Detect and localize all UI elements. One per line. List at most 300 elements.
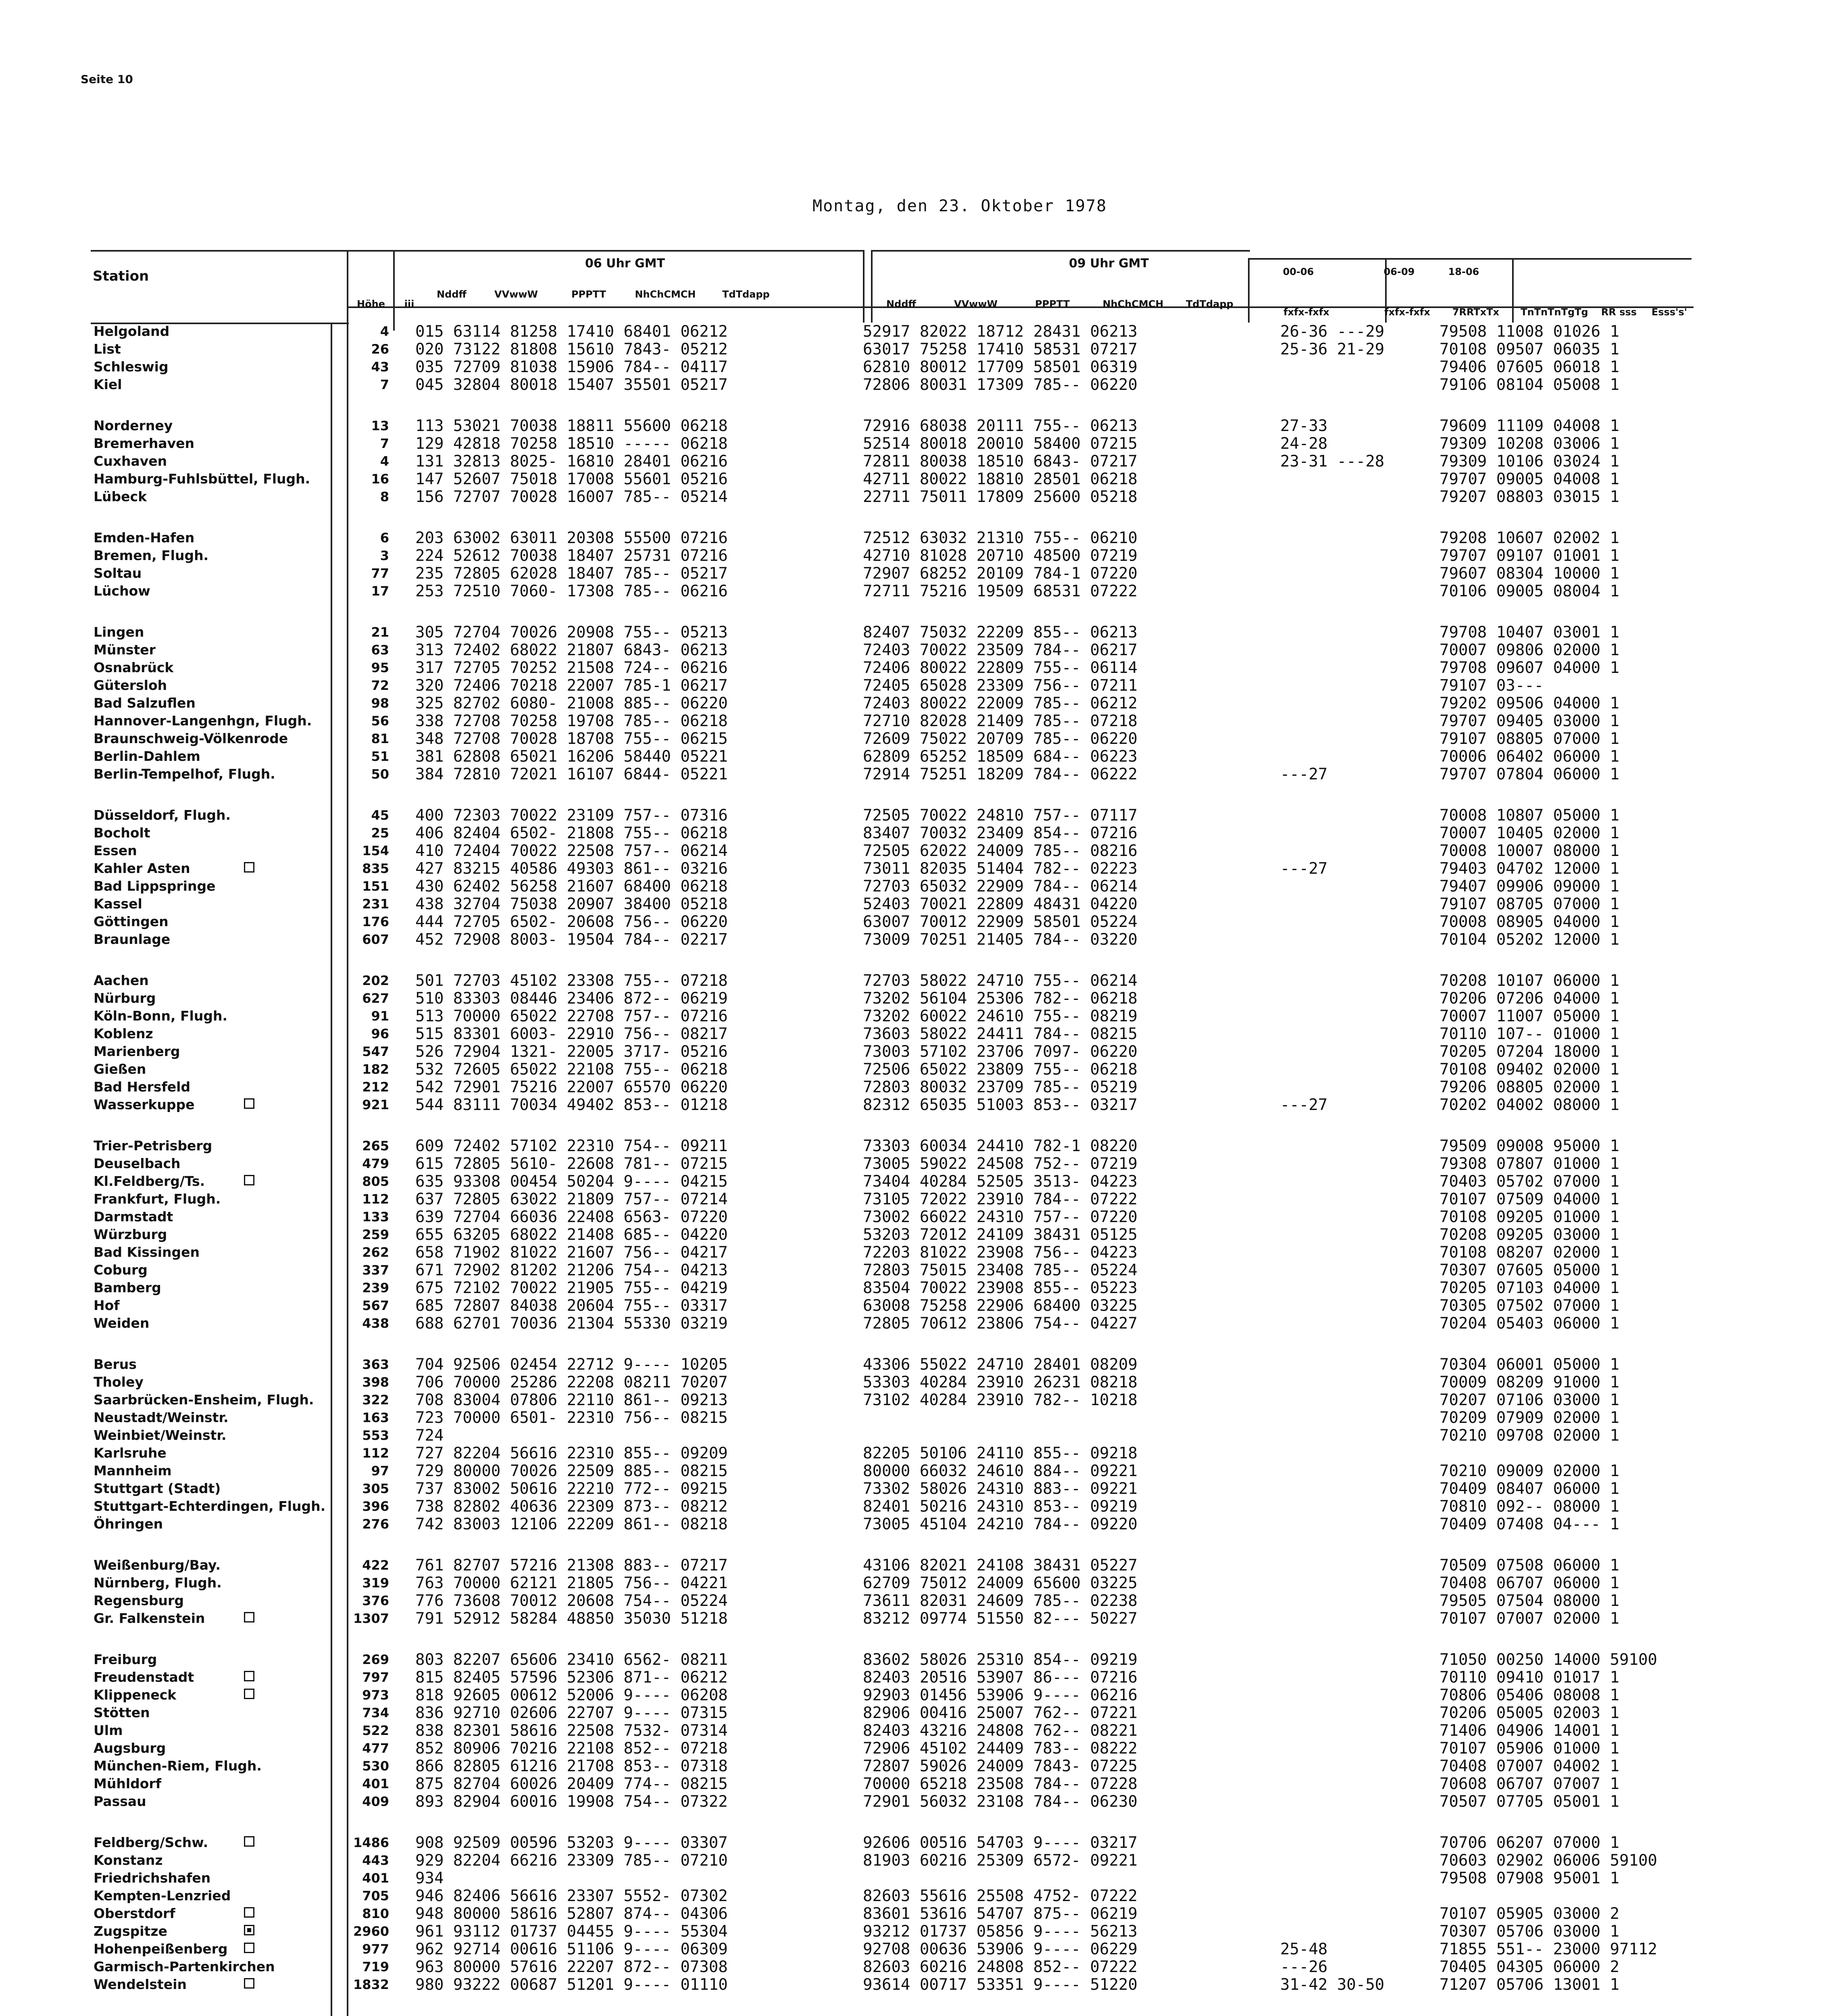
station-elevation: 45	[371, 808, 389, 823]
obs-09-values: 63007 70012 22909 58501 05224	[863, 913, 1137, 931]
obs-06-values: 704 92506 02454 22712 9---- 10205	[415, 1356, 728, 1374]
station-elevation: 396	[362, 1499, 389, 1514]
station-name: Stuttgart-Echterdingen, Flugh.	[94, 1498, 326, 1514]
station-name: Wasserkuppe	[94, 1097, 195, 1112]
obs-09-values: 72805 70612 23806 754-- 04227	[863, 1314, 1137, 1333]
climate-values: 70409 08407 06000 1	[1439, 1480, 1620, 1498]
station-elevation: 72	[371, 678, 389, 693]
max-wind-values: 27-33	[1280, 417, 1328, 435]
fxfx-06-header: fxfx-fxfx	[1384, 306, 1430, 318]
station-elevation: 734	[362, 1705, 389, 1720]
station-name: Feldberg/Schw.	[94, 1835, 208, 1850]
station-elevation: 7	[380, 377, 389, 392]
station-name: Bad Hersfeld	[94, 1079, 191, 1095]
climate-values: 79107 03---	[1439, 677, 1544, 695]
obs-06-values: 430 62402 56258 21607 68400 06218	[415, 877, 728, 896]
station-elevation: 409	[362, 1794, 389, 1809]
obs-09-values: 73202 56104 25306 782-- 06218	[863, 989, 1137, 1008]
station-elevation: 43	[371, 359, 389, 375]
station-name: Kempten-Lenzried	[94, 1888, 231, 1904]
station-elevation: 530	[362, 1758, 389, 1774]
station-name: Hamburg-Fuhlsbüttel, Flugh.	[94, 471, 310, 487]
station-name: Soltau	[94, 565, 142, 581]
station-name: Bamberg	[94, 1280, 161, 1295]
obs-06-values: 737 83002 50616 22210 772-- 09215	[415, 1480, 728, 1498]
rr-sss-header: RR sss	[1601, 306, 1637, 318]
iii-header: iii	[404, 298, 415, 310]
obs-06-values: 980 93222 00687 51201 9---- 01110	[415, 1976, 728, 1994]
obs-09-values: 92708 00636 53906 9---- 06229	[863, 1940, 1137, 1958]
climate-values: 79206 08805 02000 1	[1439, 1078, 1620, 1096]
obs-09-values: 72703 65032 22909 784-- 06214	[863, 877, 1137, 896]
station-elevation: 231	[362, 896, 389, 912]
obs-06-values: 325 82702 6080- 21008 885-- 06220	[415, 694, 728, 712]
climate-values: 79308 07807 01000 1	[1439, 1155, 1620, 1173]
station-name: Weinbiet/Weinstr.	[94, 1427, 227, 1443]
climate-values: 70209 07909 02000 1	[1439, 1409, 1620, 1427]
obs-06-values: 727 82204 56616 22310 855-- 09209	[415, 1444, 728, 1462]
station-name: Helgoland	[94, 323, 170, 339]
station-name: Kahler Asten	[94, 860, 190, 876]
obs-09-values: 72803 80032 23709 785-- 05219	[863, 1078, 1137, 1096]
station-elevation: 25	[371, 825, 389, 841]
climate-values: 70205 07103 04000 1	[1439, 1279, 1620, 1297]
obs-06-values: 962 92714 00616 51106 9---- 06309	[415, 1940, 728, 1958]
station-elevation: 522	[362, 1723, 389, 1738]
obs-09-values: 72505 70022 24810 757-- 07117	[863, 806, 1137, 825]
obs-06-values: 961 93112 01737 04455 9---- 55304	[415, 1922, 728, 1941]
obs-09-values: 92606 00516 54703 9---- 03217	[863, 1834, 1137, 1852]
station-name: Freiburg	[94, 1652, 157, 1667]
rule	[347, 250, 863, 252]
obs-06-values: 742 83003 12106 22209 861-- 08218	[415, 1515, 728, 1533]
obs-06-values: 384 72810 72021 16107 6844- 05221	[415, 765, 728, 783]
station-elevation: 705	[362, 1888, 389, 1904]
obs-09-values: 72505 62022 24009 785-- 08216	[863, 842, 1137, 860]
mountain-station-marker-icon	[244, 1836, 254, 1847]
mountain-station-marker-icon	[244, 1978, 254, 1989]
station-elevation: 553	[362, 1428, 389, 1443]
station-elevation: 81	[371, 731, 389, 746]
station-elevation: 133	[362, 1209, 389, 1225]
obs-09-values: 82312 65035 51003 853-- 03217	[863, 1096, 1137, 1114]
climate-values: 70206 07206 04000 1	[1439, 989, 1620, 1008]
esss-header: Esss's'	[1651, 306, 1687, 318]
obs-06-values: 542 72901 75216 22007 65570 06220	[415, 1078, 728, 1096]
obs-09-values: 73105 72022 23910 784-- 07222	[863, 1190, 1137, 1208]
climate-values: 70305 07502 07000 1	[1439, 1297, 1620, 1315]
climate-values: 70108 09205 01000 1	[1439, 1208, 1620, 1226]
station-elevation: 269	[362, 1652, 389, 1667]
station-name: Lübeck	[94, 489, 147, 504]
station-elevation: 1307	[353, 1611, 389, 1626]
station-name: Stuttgart (Stadt)	[94, 1481, 221, 1496]
obs-09-values: 53203 72012 24109 38431 05125	[863, 1226, 1137, 1244]
station-name: Hannover-Langenhgn, Flugh.	[94, 713, 312, 729]
climate-values: 79707 09005 04008 1	[1439, 470, 1620, 488]
obs-09-values: 73611 82031 24609 785-- 02238	[863, 1592, 1137, 1610]
obs-06-values: 317 72705 70252 21508 724-- 06216	[415, 659, 728, 677]
obs-09-values: 22711 75011 17809 25600 05218	[863, 488, 1137, 506]
climate-values: 70208 09205 03000 1	[1439, 1226, 1620, 1244]
obs-09-values: 72914 75251 18209 784-- 06222	[863, 765, 1137, 783]
station-elevation: 398	[362, 1375, 389, 1390]
station-elevation: 2960	[353, 1924, 389, 1939]
obs-06-values: 305 72704 70026 20908 755-- 05213	[415, 623, 728, 641]
obs-09-values: 82401 50216 24310 853-- 09219	[863, 1497, 1137, 1516]
obs-09-values: 52917 82022 18712 28431 06213	[863, 323, 1137, 341]
obs-06-values: 526 72904 1321- 22005 3717- 05216	[415, 1043, 728, 1061]
station-name: Braunlage	[94, 931, 171, 947]
station-name: Köln-Bonn, Flugh.	[94, 1008, 227, 1024]
tn-header: TnTnTnTgTg	[1521, 306, 1588, 318]
station-name: Bad Kissingen	[94, 1244, 200, 1260]
station-elevation: 1832	[353, 1977, 389, 1992]
obs-06-values: 338 72708 70258 19708 785-- 06218	[415, 712, 728, 730]
obs-06-values: 893 82904 60016 19908 754-- 07322	[415, 1793, 728, 1811]
climate-values: 79707 07804 06000 1	[1439, 765, 1620, 783]
climate-values: 70307 05706 03000 1	[1439, 1922, 1620, 1941]
station-name: Koblenz	[94, 1026, 153, 1041]
climate-values: 79708 10407 03001 1	[1439, 623, 1620, 641]
station-elevation: 719	[362, 1959, 389, 1974]
climate-values: 70007 09806 02000 1	[1439, 641, 1620, 659]
station-name: Düsseldorf, Flugh.	[94, 807, 231, 823]
station-name: Bad Salzuflen	[94, 695, 196, 711]
obs-09-values: 62709 75012 24009 65600 03225	[863, 1574, 1137, 1592]
obs-06-values: 224 52612 70038 18407 25731 07216	[415, 547, 728, 565]
climate-values: 70108 08207 02000 1	[1439, 1243, 1620, 1262]
obs-06-values: 406 82404 6502- 21808 755-- 06218	[415, 824, 728, 842]
station-name: Kl.Feldberg/Ts.	[94, 1173, 205, 1189]
station-elevation: 163	[362, 1410, 389, 1425]
station-name: Norderney	[94, 418, 173, 433]
obs-09-values: 72710 82028 21409 785-- 07218	[863, 712, 1137, 730]
max-wind-values: 23-31 ---28	[1280, 452, 1385, 471]
obs-06-values: 655 63205 68022 21408 685-- 04220	[415, 1226, 728, 1244]
station-name: Lingen	[94, 624, 144, 640]
obs-06-values: 635 93308 00454 50204 9---- 04215	[415, 1173, 728, 1191]
column-rule	[1512, 258, 1514, 323]
obs-09-values: 82603 55616 25508 4752- 07222	[863, 1887, 1137, 1905]
station-name: Göttingen	[94, 914, 169, 929]
station-elevation: 51	[371, 749, 389, 764]
climate-values: 70108 09507 06035 1	[1439, 340, 1620, 358]
station-name: Nürburg	[94, 990, 156, 1006]
climate-values: 79609 11109 04008 1	[1439, 417, 1620, 435]
station-name: Hohenpeißenberg	[94, 1941, 228, 1957]
station-name: Marienberg	[94, 1043, 180, 1059]
obs-06-values: 836 92710 02606 22707 9---- 07315	[415, 1704, 728, 1722]
station-elevation: 337	[362, 1262, 389, 1278]
climate-values: 70107 07007 02000 1	[1439, 1610, 1620, 1628]
station-name: Neustadt/Weinstr.	[94, 1410, 229, 1425]
station-name: Osnabrück	[94, 660, 174, 675]
obs-06-values: 637 72805 63022 21809 757-- 07214	[415, 1190, 728, 1208]
station-elevation: 810	[362, 1906, 389, 1921]
station-name: Frankfurt, Flugh.	[94, 1191, 221, 1207]
station-name: Konstanz	[94, 1852, 163, 1868]
obs-09-values: 82906 00416 25007 762-- 07221	[863, 1704, 1137, 1722]
mountain-station-marker-icon	[244, 1907, 254, 1918]
station-name: Wendelstein	[94, 1976, 187, 1992]
obs-06-values: 320 72406 70218 22007 785-1 06217	[415, 677, 728, 695]
range-00-06-header: 00-06	[1283, 266, 1314, 277]
ppptt-09-header: PPPTT	[1035, 298, 1070, 310]
climate-values: 70210 09009 02000 1	[1439, 1462, 1620, 1480]
climate-values: 70408 07007 04002 1	[1439, 1757, 1620, 1775]
climate-values: 70204 05403 06000 1	[1439, 1314, 1620, 1333]
obs-06-values: 515 83301 6003- 22910 756-- 08217	[415, 1025, 728, 1043]
station-elevation: 3	[380, 548, 389, 563]
mountain-station-marker-icon	[244, 1943, 254, 1953]
climate-values: 70110 09410 01017 1	[1439, 1668, 1620, 1687]
climate-values: 79407 09906 09000 1	[1439, 877, 1620, 896]
station-name: List	[94, 341, 121, 357]
obs-09-values: 82403 20516 53907 86--- 07216	[863, 1668, 1137, 1687]
obs-09-values: 82407 75032 22209 855-- 06213	[863, 623, 1137, 641]
station-name: Emden-Hafen	[94, 530, 195, 546]
station-elevation: 112	[362, 1445, 389, 1461]
clouds-06-header: NhChCMCH	[635, 289, 696, 300]
station-elevation: 56	[371, 713, 389, 729]
climate-values: 70509 07508 06000 1	[1439, 1556, 1620, 1574]
station-name: Bremerhaven	[94, 435, 194, 451]
obs-09-values: 73302 58026 24310 883-- 09221	[863, 1480, 1137, 1498]
station-name: Stötten	[94, 1705, 150, 1720]
obs-09-values: 83504 70022 23908 855-- 05223	[863, 1279, 1137, 1297]
station-name: Berlin-Tempelhof, Flugh.	[94, 766, 275, 782]
obs-06-values: 156 72707 70028 16007 785-- 05214	[415, 488, 728, 506]
climate-values: 79309 10208 03006 1	[1439, 435, 1620, 453]
obs-06-values: 946 82406 56616 23307 5552- 07302	[415, 1887, 728, 1905]
obs-09-values: 83601 53616 54707 875-- 06219	[863, 1905, 1137, 1923]
obs-09-values: 72711 75216 19509 68531 07222	[863, 582, 1137, 600]
climate-values: 70008 10807 05000 1	[1439, 806, 1620, 825]
station-elevation: 154	[362, 843, 389, 858]
station-name: Passau	[94, 1793, 146, 1809]
mountain-station-marker-icon	[244, 1689, 254, 1699]
station-name: Mannheim	[94, 1463, 172, 1479]
station-name: Trier-Petrisberg	[94, 1138, 212, 1154]
climate-values: 70304 06001 05000 1	[1439, 1356, 1620, 1374]
obs-09-values: 83602 58026 25310 854-- 09219	[863, 1651, 1137, 1669]
climate-values: 70206 05005 02003 1	[1439, 1704, 1620, 1722]
group-09-header: 09 Uhr GMT	[1069, 256, 1149, 271]
station-name: Öhringen	[94, 1516, 163, 1532]
climate-values: 79202 09506 04000 1	[1439, 694, 1620, 712]
obs-09-values: 72811 80038 18510 6843- 07217	[863, 452, 1137, 471]
station-name: Berlin-Dahlem	[94, 748, 200, 764]
climate-values: 70507 07705 05001 1	[1439, 1793, 1620, 1811]
climate-values: 70208 10107 06000 1	[1439, 972, 1620, 990]
obs-06-values: 020 73122 81808 15610 7843- 05212	[415, 340, 728, 358]
obs-06-values: 131 32813 8025- 16810 28401 06216	[415, 452, 728, 471]
max-wind-values: 24-28	[1280, 435, 1328, 453]
climate-values: 70110 107-- 01000 1	[1439, 1025, 1620, 1043]
station-elevation: 63	[371, 642, 389, 658]
obs-06-values: 934	[415, 1869, 444, 1887]
rule	[1385, 258, 1692, 260]
station-elevation: 567	[362, 1298, 389, 1313]
station-header: Station	[93, 268, 149, 284]
mountain-station-marker-icon	[244, 1098, 254, 1109]
station-name: Weißenburg/Bay.	[94, 1557, 221, 1573]
climate-values: 70007 11007 05000 1	[1439, 1007, 1620, 1025]
obs-06-values: 035 72709 81038 15906 784-- 04117	[415, 358, 728, 376]
obs-09-values: 72405 65028 23309 756-- 07211	[863, 677, 1137, 695]
obs-06-values: 203 63002 63011 20308 55500 07216	[415, 529, 728, 547]
tdtd-06-header: TdTdapp	[722, 289, 770, 300]
obs-06-values: 838 82301 58616 22508 7532- 07314	[415, 1722, 728, 1740]
station-name: Bremen, Flugh.	[94, 548, 209, 563]
station-elevation: 305	[362, 1481, 389, 1496]
obs-09-values: 72403 70022 23509 784-- 06217	[863, 641, 1137, 659]
station-elevation: 607	[362, 932, 389, 947]
rule	[1248, 258, 1389, 260]
climate-values: 79107 08805 07000 1	[1439, 730, 1620, 748]
station-name: Braunschweig-Völkenrode	[94, 731, 288, 746]
station-elevation: 422	[362, 1558, 389, 1573]
max-wind-values: ---27	[1280, 860, 1328, 878]
climate-values: 70009 08209 91000 1	[1439, 1373, 1620, 1391]
obs-06-values: 427 83215 40586 49303 861-- 03216	[415, 860, 728, 878]
mountain-station-marker-icon	[244, 1612, 254, 1622]
obs-09-values: 83212 09774 51550 82--- 50227	[863, 1610, 1137, 1628]
obs-09-values: 93212 01737 05856 9---- 56213	[863, 1922, 1137, 1941]
station-elevation: 17	[371, 583, 389, 599]
obs-09-values: 42710 81028 20710 48500 07219	[863, 547, 1137, 565]
climate-values: 70810 092-- 08000 1	[1439, 1497, 1620, 1516]
obs-09-values: 93614 00717 53351 9---- 51220	[863, 1976, 1137, 1994]
obs-09-values: 72807 59026 24009 7843- 07225	[863, 1757, 1137, 1775]
station-elevation: 8	[380, 489, 389, 504]
station-elevation: 319	[362, 1575, 389, 1591]
station-elevation: 77	[371, 566, 389, 581]
obs-09-values: 73202 60022 24610 755-- 08219	[863, 1007, 1137, 1025]
climate-values: 71406 04906 14001 1	[1439, 1722, 1620, 1740]
obs-09-values: 73005 59022 24508 752-- 07219	[863, 1155, 1137, 1173]
station-name: Schleswig	[94, 359, 169, 375]
climate-values: 71207 05706 13001 1	[1439, 1976, 1620, 1994]
station-elevation: 443	[362, 1853, 389, 1868]
obs-06-values: 763 70000 62121 21805 756-- 04221	[415, 1574, 728, 1592]
max-wind-values: ---27	[1280, 765, 1328, 783]
station-name: Karlsruhe	[94, 1445, 167, 1461]
station-elevation: 921	[362, 1097, 389, 1112]
vvwww-09-header: VVwwW	[954, 298, 998, 310]
station-name: Gütersloh	[94, 677, 167, 693]
station-name: Kiel	[94, 377, 122, 392]
hoehe-header: Höhe	[357, 298, 385, 310]
obs-09-values: 72403 80022 22009 785-- 06212	[863, 694, 1137, 712]
climate-values: 71050 00250 14000 59100	[1439, 1651, 1658, 1669]
station-elevation: 835	[362, 861, 389, 876]
station-name: Garmisch-Partenkirchen	[94, 1959, 275, 1974]
mountain-station-filled-marker-icon	[244, 1925, 254, 1935]
obs-06-values: 738 82802 40636 22309 873-- 08212	[415, 1497, 728, 1516]
station-elevation: 98	[371, 696, 389, 711]
obs-06-values: 381 62808 65021 16206 58440 05221	[415, 748, 728, 766]
obs-09-values: 80000 66032 24610 884-- 09221	[863, 1462, 1137, 1480]
climate-values: 70403 05702 07000 1	[1439, 1173, 1620, 1191]
obs-09-values: 62810 80012 17709 58501 06319	[863, 358, 1137, 376]
station-name: Nürnberg, Flugh.	[94, 1575, 222, 1591]
obs-09-values: 42711 80022 18810 28501 06218	[863, 470, 1137, 488]
ppptt-06-header: PPPTT	[571, 289, 606, 300]
obs-06-values: 438 32704 75038 20907 38400 05218	[415, 895, 728, 913]
fxfx-00-header: fxfx-fxfx	[1283, 306, 1329, 318]
climate-values: 70008 10007 08000 1	[1439, 842, 1620, 860]
station-elevation: 112	[362, 1191, 389, 1207]
vvwww-06-header: VVwwW	[494, 289, 538, 300]
obs-06-values: 723 70000 6501- 22310 756-- 08215	[415, 1409, 728, 1427]
climate-values: 70608 06707 07007 1	[1439, 1775, 1620, 1793]
obs-06-values: 706 70000 25286 22208 08211 70207	[415, 1373, 728, 1391]
climate-values: 79403 04702 12000 1	[1439, 860, 1620, 878]
station-elevation: 21	[371, 625, 389, 640]
range-18-06-header: 18-06	[1448, 266, 1479, 277]
mountain-station-marker-icon	[244, 1671, 254, 1681]
station-name: Tholey	[94, 1374, 144, 1390]
obs-06-values: 452 72908 8003- 19504 784-- 02217	[415, 931, 728, 949]
obs-06-values: 708 83004 07806 22110 861-- 09213	[415, 1391, 728, 1409]
station-elevation: 6	[380, 530, 389, 546]
obs-06-values: 963 80000 57616 22207 872-- 07308	[415, 1958, 728, 1976]
climate-values: 70202 04002 08000 1	[1439, 1096, 1620, 1114]
climate-values: 70104 05202 12000 1	[1439, 931, 1620, 949]
climate-values: 70405 04305 06000 2	[1439, 1958, 1620, 1976]
obs-06-values: 791 52912 58284 48850 35030 51218	[415, 1610, 728, 1628]
station-name: Kassel	[94, 896, 142, 912]
climate-values: 79505 07504 08000 1	[1439, 1592, 1620, 1610]
climate-values: 79106 08104 05008 1	[1439, 376, 1620, 394]
climate-values: 70108 09402 02000 1	[1439, 1060, 1620, 1079]
obs-06-values: 501 72703 45102 23308 755-- 07218	[415, 972, 728, 990]
station-elevation: 212	[362, 1079, 389, 1095]
station-name: München-Riem, Flugh.	[94, 1758, 262, 1774]
station-name: Essen	[94, 843, 137, 858]
climate-values: 79508 07908 95001 1	[1439, 1869, 1620, 1887]
station-elevation: 4	[380, 324, 389, 339]
station-elevation: 276	[362, 1516, 389, 1532]
obs-06-values: 776 73608 70012 20608 754-- 05224	[415, 1592, 728, 1610]
obs-06-values: 348 72708 70028 18708 755-- 06215	[415, 730, 728, 748]
column-rule	[863, 250, 865, 323]
obs-09-values: 53303 40284 23910 26231 08218	[863, 1373, 1137, 1391]
max-wind-values: ---26	[1280, 1958, 1328, 1976]
station-elevation: 265	[362, 1138, 389, 1154]
station-name: Oberstdorf	[94, 1906, 175, 1921]
obs-06-values: 761 82707 57216 21308 883-- 07217	[415, 1556, 728, 1574]
obs-06-values: 852 80906 70216 22108 852-- 07218	[415, 1739, 728, 1758]
obs-06-values: 875 82704 60026 20409 774-- 08215	[415, 1775, 728, 1793]
station-name: Mühldorf	[94, 1776, 162, 1791]
obs-09-values: 52403 70021 22809 48431 04220	[863, 895, 1137, 913]
station-name: Aachen	[94, 973, 149, 988]
obs-06-values: 615 72805 5610- 22608 781-- 07215	[415, 1155, 728, 1173]
station-name: Augsburg	[94, 1740, 166, 1756]
max-wind-values: ---27	[1280, 1096, 1328, 1114]
obs-06-values: 129 42818 70258 18510 ----- 06218	[415, 435, 728, 453]
station-elevation: 438	[362, 1316, 389, 1331]
obs-09-values: 43306 55022 24710 28401 08209	[863, 1356, 1137, 1374]
station-elevation: 182	[362, 1062, 389, 1077]
nddff-06-header: Nddff	[437, 289, 467, 300]
climate-values: 79309 10106 03024 1	[1439, 452, 1620, 471]
station-elevation: 363	[362, 1357, 389, 1372]
obs-09-values: 82403 43216 24808 762-- 08221	[863, 1722, 1137, 1740]
